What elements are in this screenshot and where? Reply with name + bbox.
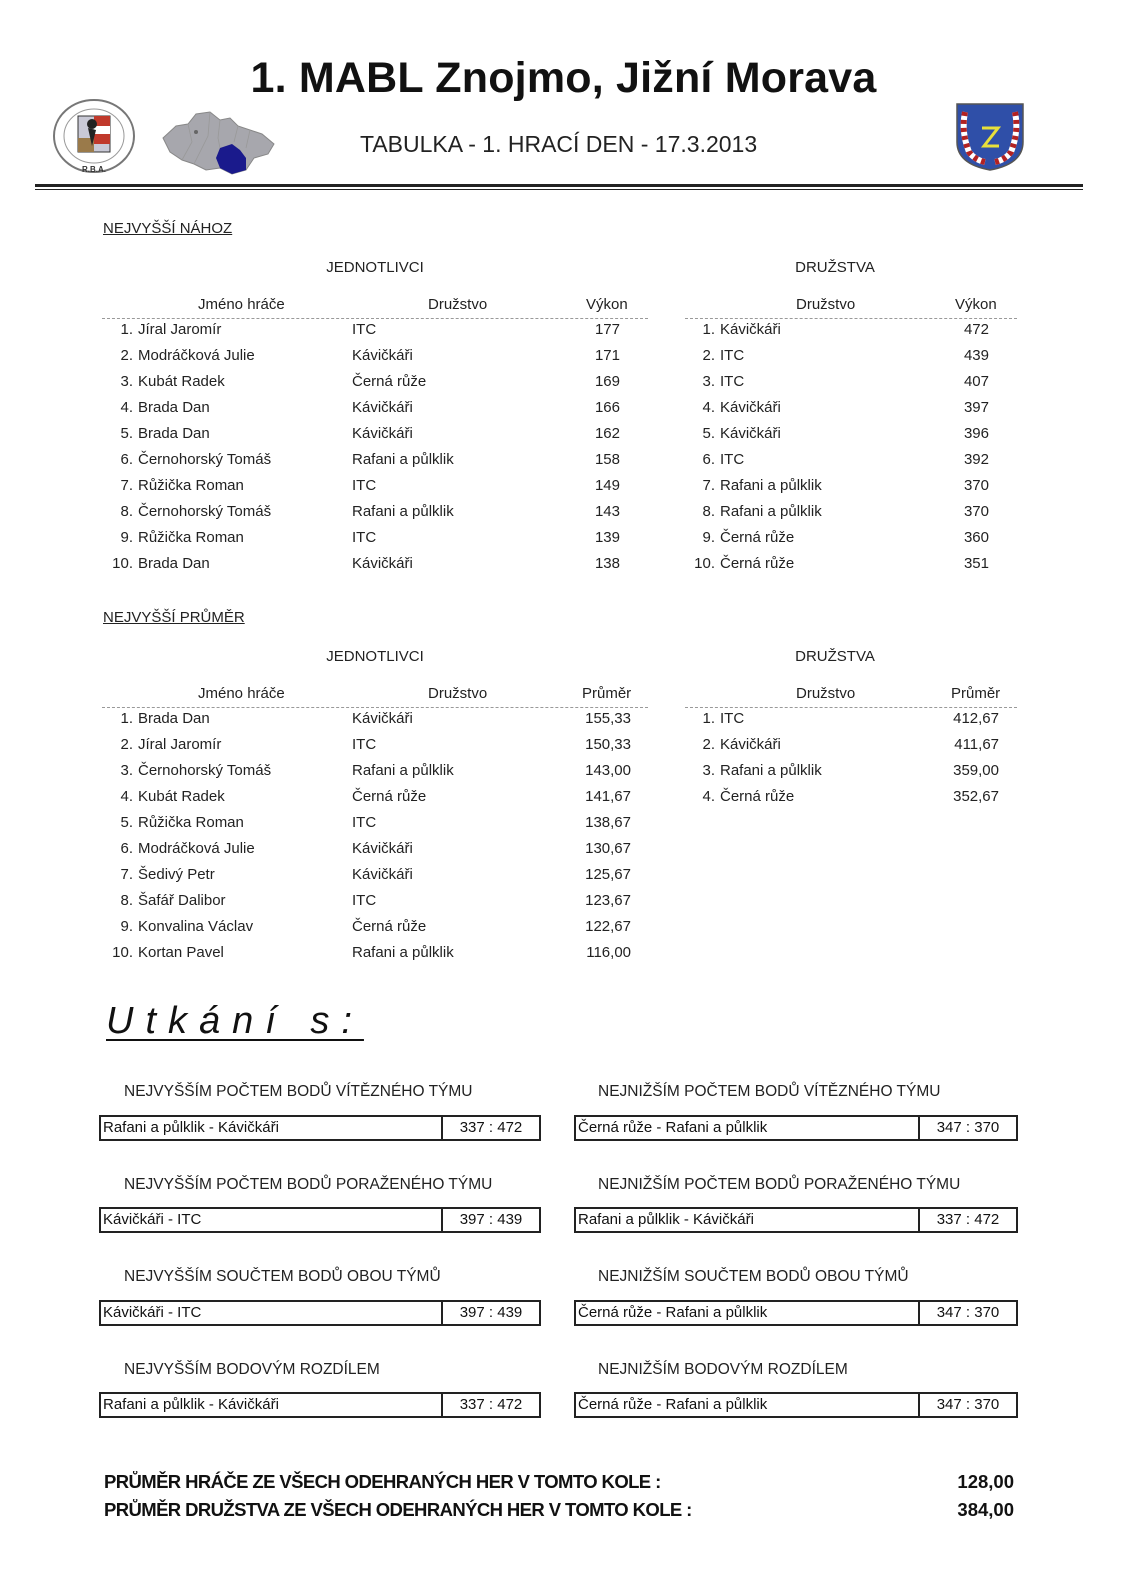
value: 392 [963, 451, 989, 468]
table-row [0, 499, 1100, 525]
table-row [0, 888, 700, 914]
match-record-box [99, 1115, 541, 1141]
match-record-label: NEJNIŽŠÍM POČTEM BODŮ VÍTĚZNÉHO TÝMU [598, 1083, 941, 1100]
value: 177 [594, 321, 620, 338]
player-name: Kubát Radek [138, 373, 225, 390]
team-name: ITC [720, 451, 745, 468]
rank: 4. [120, 399, 133, 416]
rank: 9. [120, 918, 133, 935]
value: 141,67 [585, 788, 631, 805]
match-record-box [99, 1300, 541, 1326]
value: 138 [594, 555, 620, 572]
rank: 7. [702, 477, 715, 494]
rank: 1. [120, 710, 133, 727]
prumer-teams-heading: DRUŽSTVA [795, 648, 875, 665]
match-teams: Černá růže - Rafani a půlklik [578, 1303, 768, 1321]
team-name: Rafani a půlklik [720, 477, 822, 494]
team-name: Rafani a půlklik [352, 503, 454, 520]
team-name: Rafani a půlklik [352, 451, 454, 468]
match-teams: Černá růže - Rafani a půlklik [578, 1119, 768, 1136]
match-record-label: NEJNIŽŠÍM BODOVÝM ROZDÍLEM [598, 1360, 848, 1378]
match-teams: Kávičkáři - ITC [103, 1211, 202, 1229]
player-average-label: PRŮMĚR HRÁČE ZE VŠECH ODEHRANÝCH HER V TOMTO KOLE : [104, 1471, 661, 1492]
match-teams: Rafani a půlklik - Kávičkáři [103, 1395, 279, 1413]
match-record-label: NEJNIŽŠÍM POČTEM BODŮ PORAŽENÉHO TÝMU [598, 1175, 961, 1193]
match-teams: Kávičkáři - ITC [103, 1303, 202, 1321]
table-row [0, 940, 700, 966]
header-divider [35, 184, 1083, 187]
match-record-label: NEJVYŠŠÍM POČTEM BODŮ PORAŽENÉHO TÝMU [124, 1175, 493, 1193]
match-score: 347 : 370 [918, 1117, 1016, 1139]
team-name: Černá růže [720, 788, 795, 805]
rank: 7. [120, 477, 133, 494]
rank: 3. [702, 762, 715, 779]
rank: 1. [120, 321, 133, 338]
rank: 4. [702, 788, 715, 805]
team-name: Kávičkáři [352, 399, 413, 416]
column-header-value: Výkon [586, 296, 628, 313]
match-record-box [574, 1115, 1018, 1141]
table-row [0, 317, 1100, 343]
match-score: 397 : 439 [441, 1209, 539, 1231]
team-name: ITC [352, 477, 377, 494]
value: 171 [594, 347, 620, 364]
column-header-name: Jméno hráče [198, 296, 285, 313]
match-score: 347 : 370 [918, 1394, 1016, 1416]
nahoz-individuals-heading: JEDNOTLIVCI [326, 259, 424, 276]
team-name: Rafani a půlklik [352, 762, 454, 779]
player-average-line [104, 1469, 1014, 1495]
rank: 9. [702, 529, 715, 546]
table-row [0, 343, 1100, 369]
player-name: Konvalina Václav [138, 918, 254, 935]
match-score: 337 : 472 [441, 1394, 539, 1416]
team-name: Černá růže [352, 788, 427, 805]
team-name: ITC [720, 347, 745, 364]
column-header-team: Družstvo [796, 296, 856, 313]
player-name: Modráčková Julie [138, 840, 255, 857]
team-name: Černá růže [352, 918, 427, 935]
value: 407 [963, 373, 989, 390]
value: 125,67 [585, 866, 631, 883]
value: 143,00 [585, 762, 631, 779]
table-row [0, 369, 1100, 395]
rank: 1. [702, 710, 715, 727]
value: 360 [963, 529, 989, 546]
value: 149 [594, 477, 620, 494]
team-name: Rafani a půlklik [352, 944, 454, 961]
player-name: Růžička Roman [138, 529, 244, 546]
team-name: Kávičkáři [352, 866, 413, 883]
team-name: Černá růže [720, 529, 795, 546]
table-row [0, 473, 1100, 499]
page-title: 1. MABL Znojmo, Jižní Morava [250, 54, 877, 102]
value: 370 [963, 477, 989, 494]
czech-map-icon [158, 108, 278, 184]
column-header-team: Družstvo [796, 685, 856, 702]
value: 370 [963, 503, 989, 520]
team-name: Kávičkáři [352, 425, 413, 442]
team-name: Kávičkáři [352, 840, 413, 857]
team-average-line [104, 1497, 1014, 1523]
player-name: Růžička Roman [138, 477, 244, 494]
rank: 8. [702, 503, 715, 520]
team-name: Kávičkáři [352, 555, 413, 572]
match-teams: Rafani a půlklik - Kávičkáři [578, 1211, 754, 1229]
rba-logo-text: R.B.A. [82, 165, 106, 174]
team-name: Rafani a půlklik [720, 762, 822, 779]
match-score: 337 : 472 [918, 1209, 1016, 1231]
value: 143 [594, 503, 620, 520]
match-record-label: NEJVYŠŠÍM BODOVÝM ROZDÍLEM [124, 1360, 380, 1378]
value: 138,67 [585, 814, 631, 831]
rank: 4. [120, 788, 133, 805]
value: 411,67 [954, 736, 999, 753]
player-name: Černohorský Tomáš [138, 762, 272, 779]
table-row [0, 421, 1100, 447]
team-name: Kávičkáři [720, 425, 781, 442]
section-title-prumer: NEJVYŠŠÍ PRŮMĚR [103, 609, 245, 626]
player-name: Modráčková Julie [138, 347, 255, 364]
value: 169 [594, 373, 620, 390]
team-name: ITC [352, 736, 377, 753]
team-name: ITC [720, 373, 745, 390]
rank: 3. [120, 373, 133, 390]
table-row [0, 810, 700, 836]
rank: 2. [120, 736, 133, 753]
rank: 7. [120, 866, 133, 883]
match-record-box [574, 1300, 1018, 1326]
rank: 8. [120, 503, 133, 520]
header-divider-thin [35, 189, 1083, 190]
rank: 5. [702, 425, 715, 442]
match-score: 397 : 439 [441, 1302, 539, 1324]
team-name: Černá růže [720, 555, 795, 572]
page-subtitle: TABULKA - 1. HRACÍ DEN - 17.3.2013 [360, 131, 758, 157]
column-header-name: Jméno hráče [198, 685, 285, 702]
match-record-label: NEJVYŠŠÍM SOUČTEM BODŮ OBOU TÝMŮ [124, 1268, 441, 1285]
value: 439 [963, 347, 989, 364]
match-score: 347 : 370 [918, 1302, 1016, 1324]
team-name: Kávičkáři [720, 321, 781, 338]
table-row [0, 758, 1100, 784]
value: 116,00 [586, 944, 631, 961]
match-record-label: NEJVYŠŠÍM POČTEM BODŮ VÍTĚZNÉHO TÝMU [124, 1083, 473, 1100]
table-row [0, 395, 1100, 421]
player-name: Brada Dan [138, 555, 210, 572]
rank: 5. [120, 814, 133, 831]
player-average-value: 128,00 [957, 1471, 1014, 1492]
table-row [0, 447, 1100, 473]
rank: 10. [112, 944, 133, 961]
match-record-box [99, 1207, 541, 1233]
player-name: Kortan Pavel [138, 944, 224, 961]
table-row [0, 836, 700, 862]
table-row [0, 551, 1100, 577]
match-teams: Rafani a půlklik - Kávičkáři [103, 1119, 279, 1136]
team-average-label: PRŮMĚR DRUŽSTVA ZE VŠECH ODEHRANÝCH HER V TOMTO KOLE : [104, 1499, 692, 1520]
rank: 4. [702, 399, 715, 416]
znojmo-coat-of-arms-icon [955, 102, 1025, 172]
rank: 10. [694, 555, 715, 572]
match-record-box [574, 1207, 1018, 1233]
match-record-box [574, 1392, 1018, 1418]
table-row [0, 706, 1100, 732]
value: 397 [963, 399, 989, 416]
rank: 6. [702, 451, 715, 468]
value: 396 [963, 425, 989, 442]
match-record-box [99, 1392, 541, 1418]
rank: 1. [702, 321, 715, 338]
player-name: Růžička Roman [138, 814, 244, 831]
value: 155,33 [585, 710, 631, 727]
value: 130,67 [585, 840, 631, 857]
team-name: Kávičkáři [352, 710, 413, 727]
value: 352,67 [953, 788, 999, 805]
team-name: ITC [352, 529, 377, 546]
value: 122,67 [585, 918, 631, 935]
column-header-value: Průměr [582, 685, 632, 702]
column-header-team: Družstvo [428, 296, 488, 313]
value: 472 [963, 321, 989, 338]
team-name: Černá růže [352, 373, 427, 390]
player-name: Brada Dan [138, 710, 210, 727]
player-name: Černohorský Tomáš [138, 503, 272, 520]
value: 123,67 [585, 892, 631, 909]
value: 158 [594, 451, 620, 468]
team-average-value: 384,00 [957, 1499, 1014, 1520]
rank: 8. [120, 892, 133, 909]
team-name: ITC [352, 321, 377, 338]
value: 166 [594, 399, 620, 416]
value: 150,33 [585, 736, 631, 753]
rank: 2. [702, 347, 715, 364]
rank: 2. [120, 347, 133, 364]
team-name: ITC [352, 892, 377, 909]
match-score: 337 : 472 [441, 1117, 539, 1139]
value: 351 [963, 555, 989, 572]
player-name: Brada Dan [138, 399, 210, 416]
player-name: Jíral Jaromír [138, 736, 222, 753]
team-name: Kávičkáři [720, 736, 781, 753]
rba-logo-icon [48, 98, 140, 178]
team-name: ITC [352, 814, 377, 831]
rank: 6. [120, 840, 133, 857]
rank: 6. [120, 451, 133, 468]
player-name: Šafář Dalibor [138, 892, 226, 909]
column-header-value: Výkon [955, 296, 997, 313]
team-name: Kávičkáři [352, 347, 413, 364]
team-name: Rafani a půlklik [720, 503, 822, 520]
match-teams: Černá růže - Rafani a půlklik [578, 1395, 768, 1413]
player-name: Jíral Jaromír [138, 321, 222, 338]
column-header-value: Průměr [951, 685, 1001, 702]
matches-title: Utkání s: [106, 1000, 364, 1042]
player-name: Kubát Radek [138, 788, 225, 805]
prumer-individuals-heading: JEDNOTLIVCI [326, 648, 424, 665]
value: 412,67 [953, 710, 999, 727]
rank: 2. [702, 736, 715, 753]
rank: 3. [120, 762, 133, 779]
team-name: Kávičkáři [720, 399, 781, 416]
match-record-label: NEJNIŽŠÍM SOUČTEM BODŮ OBOU TÝMŮ [598, 1268, 909, 1285]
rank: 10. [112, 555, 133, 572]
rank: 3. [702, 373, 715, 390]
value: 359,00 [953, 762, 999, 779]
value: 139 [594, 529, 620, 546]
table-row [0, 862, 700, 888]
section-title-nahoz: NEJVYŠŠÍ NÁHOZ [103, 220, 233, 237]
rank: 5. [120, 425, 133, 442]
table-row [0, 732, 1100, 758]
nahoz-teams-heading: DRUŽSTVA [795, 259, 875, 276]
value: 162 [594, 425, 620, 442]
table-row [0, 914, 700, 940]
team-name: ITC [720, 710, 745, 727]
rank: 9. [120, 529, 133, 546]
table-row [0, 525, 1100, 551]
player-name: Černohorský Tomáš [138, 451, 272, 468]
table-row [0, 784, 1100, 810]
player-name: Brada Dan [138, 425, 210, 442]
column-header-team: Družstvo [428, 685, 488, 702]
player-name: Šedivý Petr [138, 866, 215, 883]
